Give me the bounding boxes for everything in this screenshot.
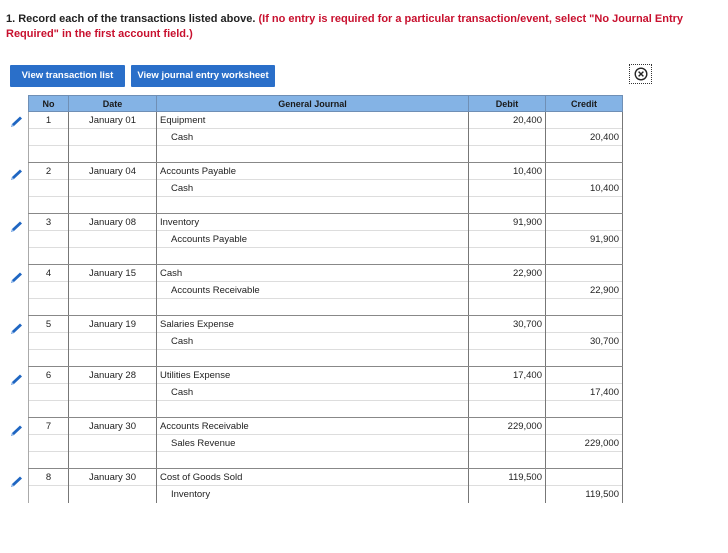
credit-account[interactable]: Inventory [157, 486, 469, 503]
debit-amount[interactable]: 10,400 [469, 163, 546, 180]
debit-amount-empty[interactable] [469, 333, 546, 350]
instruction-note: (If no entry is required for a particular transaction/event, select "No Journal Entry Required" in the first account field.) [6, 13, 684, 40]
table-row [29, 469, 623, 486]
instruction-text: 1. Record each of the transactions listed above. [6, 13, 259, 25]
table-row [29, 214, 623, 231]
entry-date: January 08 [69, 214, 157, 231]
credit-account[interactable]: Accounts Receivable [157, 282, 469, 299]
table-row [29, 299, 623, 316]
debit-account[interactable]: Accounts Payable [157, 163, 469, 180]
entry-date: January 30 [69, 469, 157, 486]
credit-amount[interactable]: 20,400 [546, 129, 623, 146]
table-row [29, 384, 623, 401]
table-row [29, 367, 623, 384]
debit-account[interactable]: Cost of Goods Sold [157, 469, 469, 486]
entry-date: January 01 [69, 112, 157, 129]
debit-amount-empty[interactable] [469, 486, 546, 503]
table-row [29, 418, 623, 435]
table-row [29, 265, 623, 282]
credit-amount[interactable]: 10,400 [546, 180, 623, 197]
table-header-row [29, 96, 623, 112]
table-row [29, 248, 623, 265]
debit-amount-empty[interactable] [469, 180, 546, 197]
entry-date: January 19 [69, 316, 157, 333]
table-row [29, 333, 623, 350]
table-row [29, 197, 623, 214]
entry-number: 7 [29, 418, 69, 435]
close-circle-icon [634, 67, 648, 81]
credit-account[interactable]: Accounts Payable [157, 231, 469, 248]
credit-amount[interactable]: 119,500 [546, 486, 623, 503]
pencil-icon[interactable] [9, 168, 25, 182]
pencil-icon[interactable] [9, 322, 25, 336]
credit-amount[interactable]: 229,000 [546, 435, 623, 452]
journal-table [28, 95, 623, 503]
credit-amount-empty[interactable] [546, 112, 623, 129]
entry-date: January 04 [69, 163, 157, 180]
entry-date: January 28 [69, 367, 157, 384]
entry-number: 1 [29, 112, 69, 129]
credit-amount-empty[interactable] [546, 367, 623, 384]
credit-account[interactable]: Cash [157, 129, 469, 146]
pencil-icon[interactable] [9, 475, 25, 489]
credit-amount-empty[interactable] [546, 316, 623, 333]
credit-amount-empty[interactable] [546, 163, 623, 180]
table-row [29, 435, 623, 452]
table-row [29, 282, 623, 299]
col-header-no: No [29, 96, 69, 112]
col-header-credit: Credit [546, 96, 623, 112]
credit-amount[interactable]: 91,900 [546, 231, 623, 248]
credit-amount-empty[interactable] [546, 265, 623, 282]
pencil-icon[interactable] [9, 220, 25, 234]
debit-amount[interactable]: 119,500 [469, 469, 546, 486]
col-header-journal: General Journal [157, 96, 469, 112]
debit-amount-empty[interactable] [469, 435, 546, 452]
entry-number: 2 [29, 163, 69, 180]
debit-amount-empty[interactable] [469, 282, 546, 299]
entry-number: 3 [29, 214, 69, 231]
table-row [29, 180, 623, 197]
debit-amount[interactable]: 30,700 [469, 316, 546, 333]
credit-amount-empty[interactable] [546, 469, 623, 486]
debit-account[interactable]: Inventory [157, 214, 469, 231]
debit-amount[interactable]: 229,000 [469, 418, 546, 435]
debit-account[interactable]: Salaries Expense [157, 316, 469, 333]
credit-amount[interactable]: 30,700 [546, 333, 623, 350]
debit-amount[interactable]: 22,900 [469, 265, 546, 282]
table-row [29, 350, 623, 367]
pencil-icon[interactable] [9, 424, 25, 438]
table-row [29, 316, 623, 333]
credit-account[interactable]: Cash [157, 384, 469, 401]
entry-number: 4 [29, 265, 69, 282]
credit-account[interactable]: Cash [157, 180, 469, 197]
table-row [29, 146, 623, 163]
debit-account[interactable]: Cash [157, 265, 469, 282]
table-row [29, 452, 623, 469]
credit-account[interactable]: Sales Revenue [157, 435, 469, 452]
credit-amount-empty[interactable] [546, 418, 623, 435]
entry-number: 5 [29, 316, 69, 333]
pencil-icon[interactable] [9, 373, 25, 387]
pencil-icon[interactable] [9, 271, 25, 285]
credit-amount-empty[interactable] [546, 214, 623, 231]
credit-amount[interactable]: 17,400 [546, 384, 623, 401]
table-row [29, 129, 623, 146]
debit-amount[interactable]: 17,400 [469, 367, 546, 384]
table-row [29, 231, 623, 248]
credit-account[interactable]: Cash [157, 333, 469, 350]
debit-amount-empty[interactable] [469, 231, 546, 248]
instructions [6, 12, 716, 42]
entry-date: January 15 [69, 265, 157, 282]
entry-number: 6 [29, 367, 69, 384]
credit-amount[interactable]: 22,900 [546, 282, 623, 299]
debit-account[interactable]: Equipment [157, 112, 469, 129]
debit-amount-empty[interactable] [469, 384, 546, 401]
debit-account[interactable]: Utilities Expense [157, 367, 469, 384]
debit-amount[interactable]: 91,900 [469, 214, 546, 231]
col-header-date: Date [69, 96, 157, 112]
table-row [29, 112, 623, 129]
entry-number: 8 [29, 469, 69, 486]
close-button[interactable] [629, 64, 652, 84]
table-row [29, 401, 623, 418]
entry-date: January 30 [69, 418, 157, 435]
view-transaction-list-button[interactable]: View transaction list [10, 65, 125, 87]
debit-amount[interactable]: 20,400 [469, 112, 546, 129]
table-row [29, 486, 623, 503]
col-header-debit: Debit [469, 96, 546, 112]
debit-account[interactable]: Accounts Receivable [157, 418, 469, 435]
view-journal-worksheet-button[interactable]: View journal entry worksheet [131, 65, 275, 87]
pencil-icon[interactable] [9, 115, 25, 129]
table-row [29, 163, 623, 180]
debit-amount-empty[interactable] [469, 129, 546, 146]
